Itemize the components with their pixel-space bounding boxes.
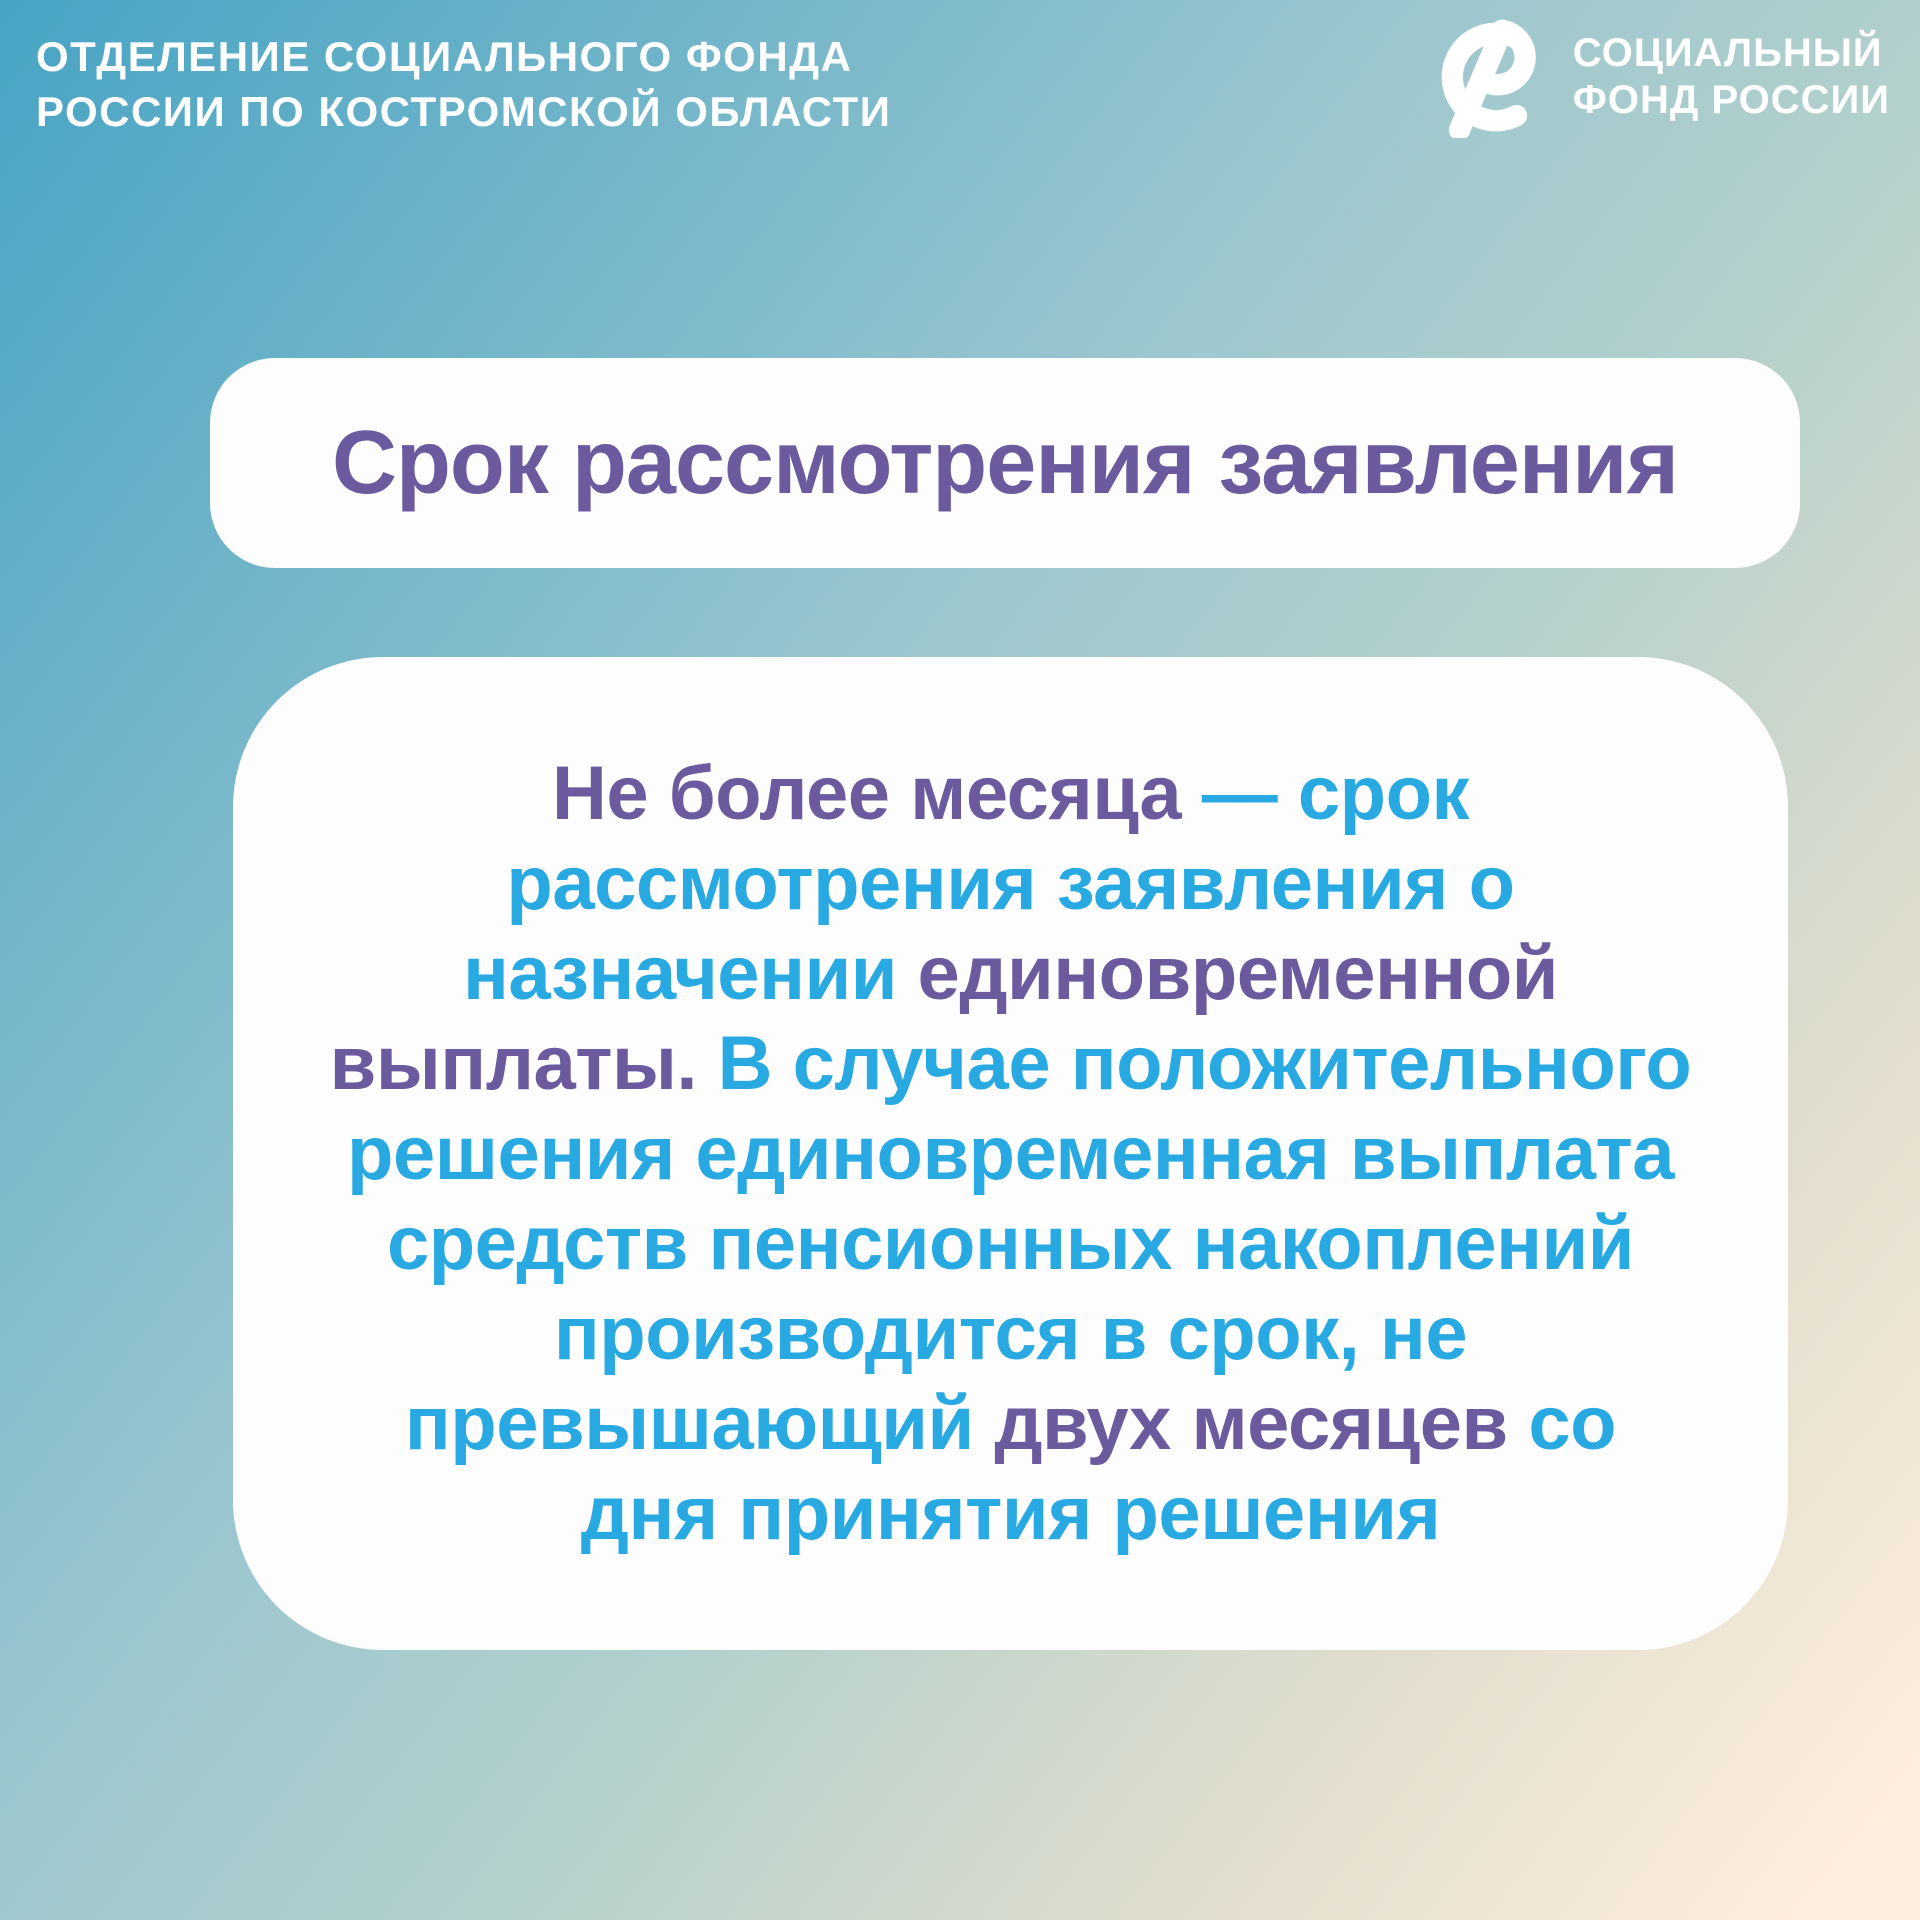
- header-department-line1: ОТДЕЛЕНИЕ СОЦИАЛЬНОГО ФОНДА: [36, 33, 853, 80]
- sfr-monogram-icon: [1421, 16, 1557, 138]
- sfr-logo-text-line1: СОЦИАЛЬНЫЙ: [1572, 30, 1883, 75]
- sfr-logo-text-line2: ФОНД РОССИИ: [1572, 78, 1890, 122]
- text-segment-blue: со: [1528, 1380, 1617, 1466]
- text-segment-blue: решения единовременная выплата: [347, 1110, 1674, 1196]
- body-text-line: [330, 839, 1692, 929]
- body-text-line: [330, 1199, 1692, 1289]
- header-department-line2: РОССИИ ПО КОСТРОМСКОЙ ОБЛАСТИ: [36, 87, 892, 135]
- page-title: Срок рассмотрения заявления: [331, 412, 1679, 513]
- text-segment-purple: Не более месяца: [551, 750, 1202, 836]
- text-segment-blue: назначении: [463, 930, 918, 1016]
- body-text-line: [330, 929, 1692, 1019]
- body-text-line: [330, 1379, 1692, 1469]
- title-card: [210, 358, 1800, 568]
- body-card: [233, 657, 1788, 1650]
- sfr-logo: [1421, 16, 1890, 138]
- text-segment-blue: производится в срок, не: [553, 1290, 1468, 1376]
- text-segment-blue: средств пенсионных накоплений: [386, 1200, 1635, 1286]
- sfr-logo-text: [1573, 30, 1890, 124]
- text-segment-blue: В случае положительного: [717, 1020, 1692, 1106]
- body-text-line: [330, 1289, 1692, 1379]
- text-segment-purple: единовременной: [917, 930, 1558, 1016]
- text-segment-purple: двух месяцев: [994, 1380, 1529, 1466]
- body-text-line: [330, 1109, 1692, 1199]
- body-text-line: [330, 749, 1692, 839]
- body-text: [330, 749, 1692, 1559]
- header-department-name: [36, 30, 891, 139]
- body-text-line: [330, 1469, 1692, 1559]
- text-segment-blue: дня принятия решения: [580, 1470, 1441, 1556]
- text-segment-purple: выплаты.: [329, 1020, 718, 1106]
- text-segment-blue: рассмотрения заявления о: [506, 840, 1515, 926]
- body-text-line: [330, 1019, 1692, 1109]
- text-segment-blue: — срок: [1201, 750, 1470, 836]
- text-segment-blue: превышающий: [404, 1380, 995, 1466]
